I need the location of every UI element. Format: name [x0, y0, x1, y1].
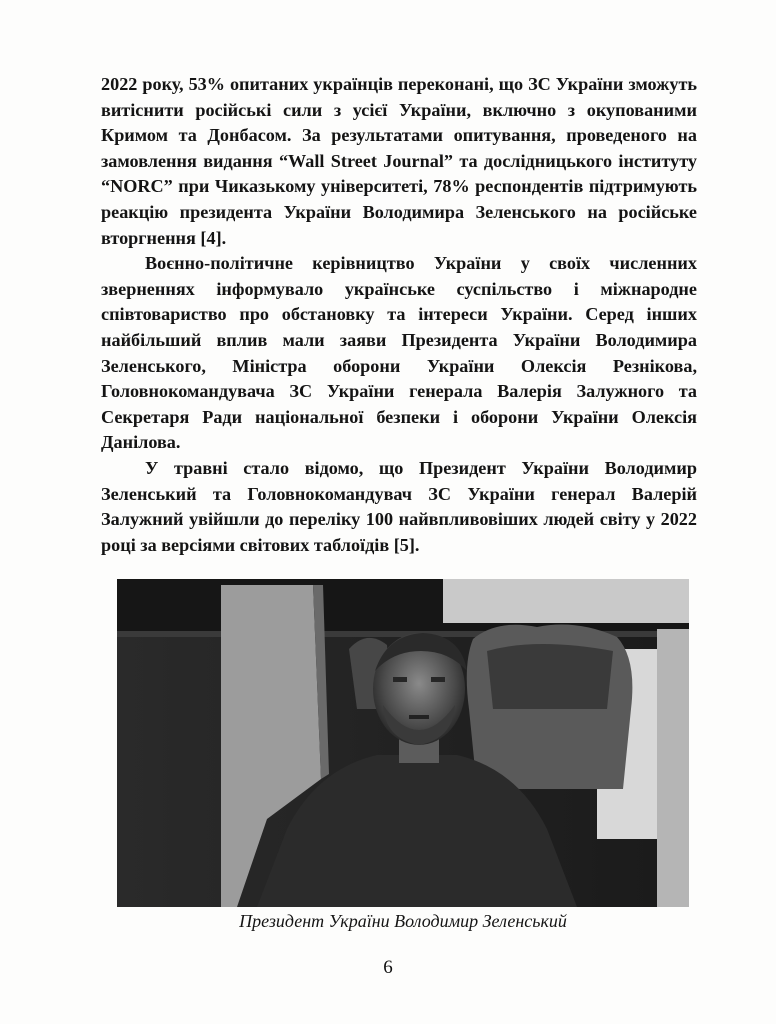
paragraph-2: Воєнно-політичне керівництво України у своїх численних зверненнях інформувало українське суспільство і міжнародне співтовариство про обстановку та інтереси України. Серед інших найбільший вплив мали заяви Президента України Володимира Зеленського, Міністра оборони України Олексія Резнікова, Головнокомандувача ЗС України генерала Валерія Залужного та Секретаря Ради національної безпеки і оборони України Олексія Данілова.	[101, 253, 697, 453]
paragraph-3: У травні стало відомо, що Президент України Володимир Зеленський та Головнокомандувач ЗС України генерал Валерій Залужний увійшли до переліку 100 найвпливовіших людей світу у 2022 році за версіями світових таблоїдів [5].	[101, 457, 697, 555]
figure-caption: Президент України Володимир Зеленський	[239, 911, 567, 931]
photo-president	[117, 579, 689, 907]
page-number: 6	[383, 957, 393, 978]
body-text	[101, 72, 697, 558]
paragraph-1: 2022 року, 53% опитаних українців переконані, що ЗС України зможуть витіснити російські сили з усієї України, включно з окупованими Кримом та Донбасом. За результатами опитування, проведеного на замовлення видання “Wall Street Journal” та дослідницького інституту “NORC” при Чиказькому університеті, 78% респондентів підтримують реакцію президента України Володимира Зеленського на російське вторгнення [4].	[101, 74, 697, 248]
photo-illustration	[117, 579, 689, 907]
